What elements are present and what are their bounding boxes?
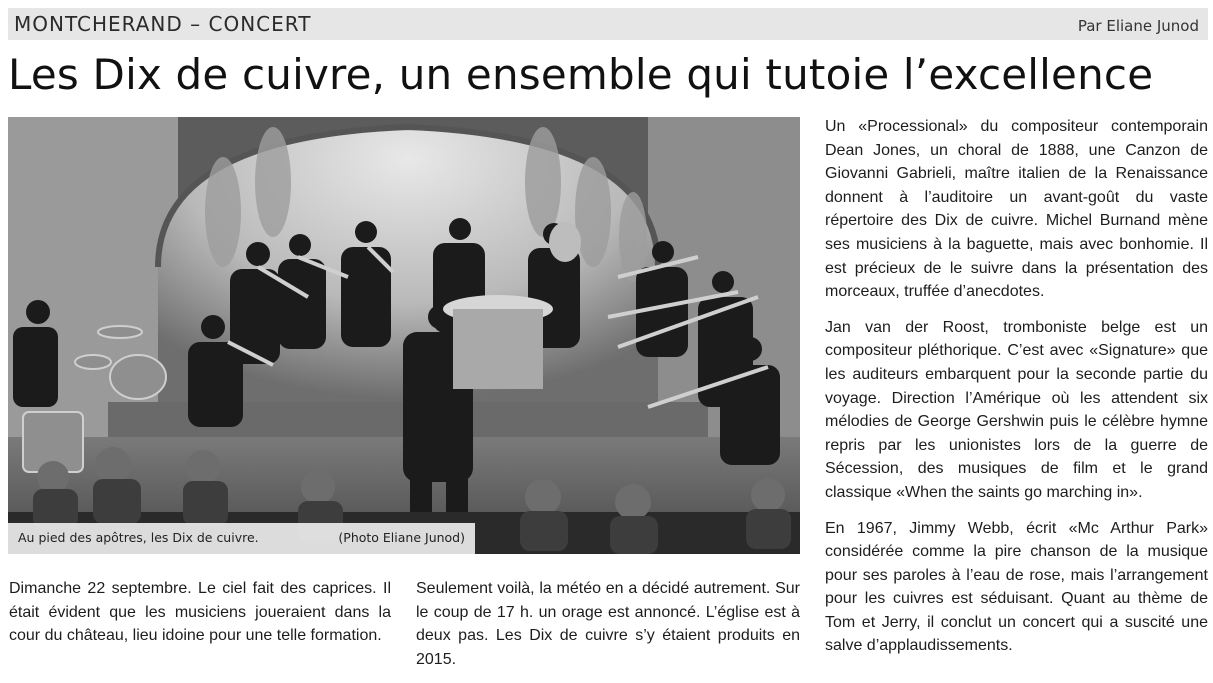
article-column-right [825,115,1208,670]
article-second-paragraph: Seulement voilà, la météo en a décidé autrement. Sur le coup de 17 h. un orage est annoncé. L’église est à deux pas. Les Dix de cuivre s’y étaient produits en 2015. [416,580,800,668]
byline: Par Eliane Junod [1077,17,1199,35]
article-intro-paragraph: Dimanche 22 septembre. Le ciel fait des caprices. Il était évident que les musiciens joueraient dans la cour du château, lieu idoine pour une telle formation. [9,580,391,645]
concert-photo [8,117,800,554]
article-column-middle [416,577,800,683]
section-label: MONTCHERAND – CONCERT [14,12,312,36]
photo-caption-box [8,523,475,554]
article-paragraph-3: En 1967, Jimmy Webb, écrit «Mc Arthur Park» considérée comme la pire chanson de la musique pour ses paroles à l’eau de rose, mais l’arrangement pour les cuivres est séduisant. Quant au thème de Tom et Jerry, il conclut un concert qui a suscité une salve d’applaudissements. [825,519,1208,655]
photo-credit: (Photo Eliane Junod) [338,530,465,545]
photo-caption: Au pied des apôtres, les Dix de cuivre. [18,530,259,545]
concert-photo-illustration [8,117,800,554]
article-column-left [9,577,391,660]
headline: Les Dix de cuivre, un ensemble qui tutoie l’excellence [8,50,1154,99]
article-paragraph-1: Un «Processional» du compositeur contemporain Dean Jones, un choral de 1888, une Canzon de Giovanni Gabrieli, maître italien de la Renaissance donnent à l’auditoire un avant-goût du vaste répertoire des Dix de cuivre. Michel Burnand mène ses musiciens à la baguette, mais avec bonhomie. Il est précieux de le suivre dans la présentation des morceaux, truffée d’anecdotes. [825,118,1208,301]
article-paragraph-2: Jan van der Roost, tromboniste belge est un compositeur pléthorique. C’est avec «Signature» que les auditeurs embarquent pour la seconde partie du voyage. Direction l’Amérique où les attendent six mélodies de George Gershwin puis le célèbre hymne repris par les unionistes lors de la guerre de Sécession, des musiques de film et le grand classique «When the saints go marching in». [825,318,1208,501]
